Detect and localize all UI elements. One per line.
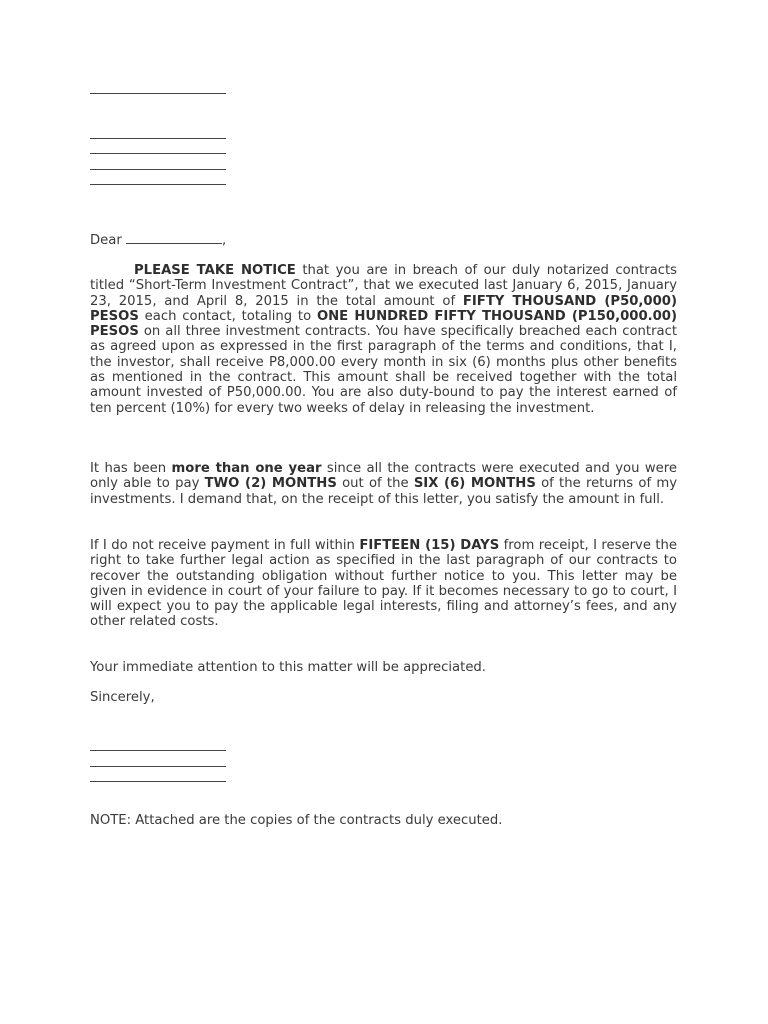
recipient-blank-line-1 [90, 138, 226, 139]
signature-blank-line-2 [90, 766, 226, 767]
salutation-greeting: Dear [90, 233, 122, 248]
paragraph-1 [90, 263, 677, 416]
signature-blank-line-1 [90, 750, 226, 751]
paragraph-2-text-4: of the returns of my investments. I demand that, on the receipt of this letter, you satisfy the amount in full. [90, 476, 678, 507]
note: NOTE: Attached are the copies of the contracts duly executed. [90, 813, 503, 828]
duration-emphasis: more than one year [171, 461, 322, 476]
paragraph-1-text-2: each contact, totaling to [138, 308, 317, 324]
paragraph-2 [90, 461, 677, 507]
paragraph-3-text-2: from receipt, I reserve the right to take further legal action as specified in the last paragraph of our contracts to recover the outstanding obligation without further notice to you. This letter may be given in evidence in court of your failure to pay. If it becomes necessary to go to court, I will expect you to pay the applicable legal interests, filing and attorney’s fees, and any other related costs. [90, 538, 677, 630]
paragraph-3-text-1: If I do not receive payment in full within [90, 538, 360, 553]
deadline-emphasis: FIFTEEN (15) DAYS [359, 538, 500, 553]
recipient-blank-line-2 [90, 153, 226, 154]
months-paid: TWO (2) MONTHS [204, 476, 337, 492]
recipient-blank-line-3 [90, 169, 226, 170]
salutation-name-blank [126, 231, 222, 244]
salutation [90, 231, 226, 249]
paragraph-2-text-2: since all the contracts were executed and you were only able to pay [90, 461, 677, 492]
paragraph-1-text-3: on all three investment contracts. You have specifically breached each contract as agreed upon as expressed in the first paragraph of the terms and conditions, that I, the investor, shall receive P8,000.00 every month in six (6) months plus other benefits as mentioned in the contract. This amount shall be received together with the total amount invested of P50,000.00. You are also duty-bound to pay the interest earned of ten percent (10%) for every two weeks of delay in releasing the investment. [90, 324, 677, 416]
recipient-blank-line-4 [90, 184, 226, 185]
signature-blank-line-3 [90, 781, 226, 782]
paragraph-4: Your immediate attention to this matter will be appreciated. [90, 660, 486, 675]
paragraph-3 [90, 538, 677, 630]
amount-total: ONE HUNDRED FIFTY THOUSAND (P150,000.00) PESOS [90, 308, 678, 340]
paragraph-2-text-3: out of the [336, 476, 414, 492]
paragraph-2-text-1: It has been [90, 461, 172, 476]
amount-each: FIFTY THOUSAND (P50,000) PESOS [90, 293, 677, 324]
paragraph-1-text-1: that you are in breach of our duly notarized contracts titled “Short-Term Investment Contract”, that we executed last January 6, 2015, January 23, 2015, and April 8, 2015 in the total amount of [90, 263, 678, 309]
salutation-punct: , [221, 233, 227, 248]
months-total: SIX (6) MONTHS [413, 476, 536, 492]
closing: Sincerely, [90, 690, 155, 705]
notice-heading: PLEASE TAKE NOTICE [134, 263, 296, 278]
date-blank-line [90, 93, 226, 94]
